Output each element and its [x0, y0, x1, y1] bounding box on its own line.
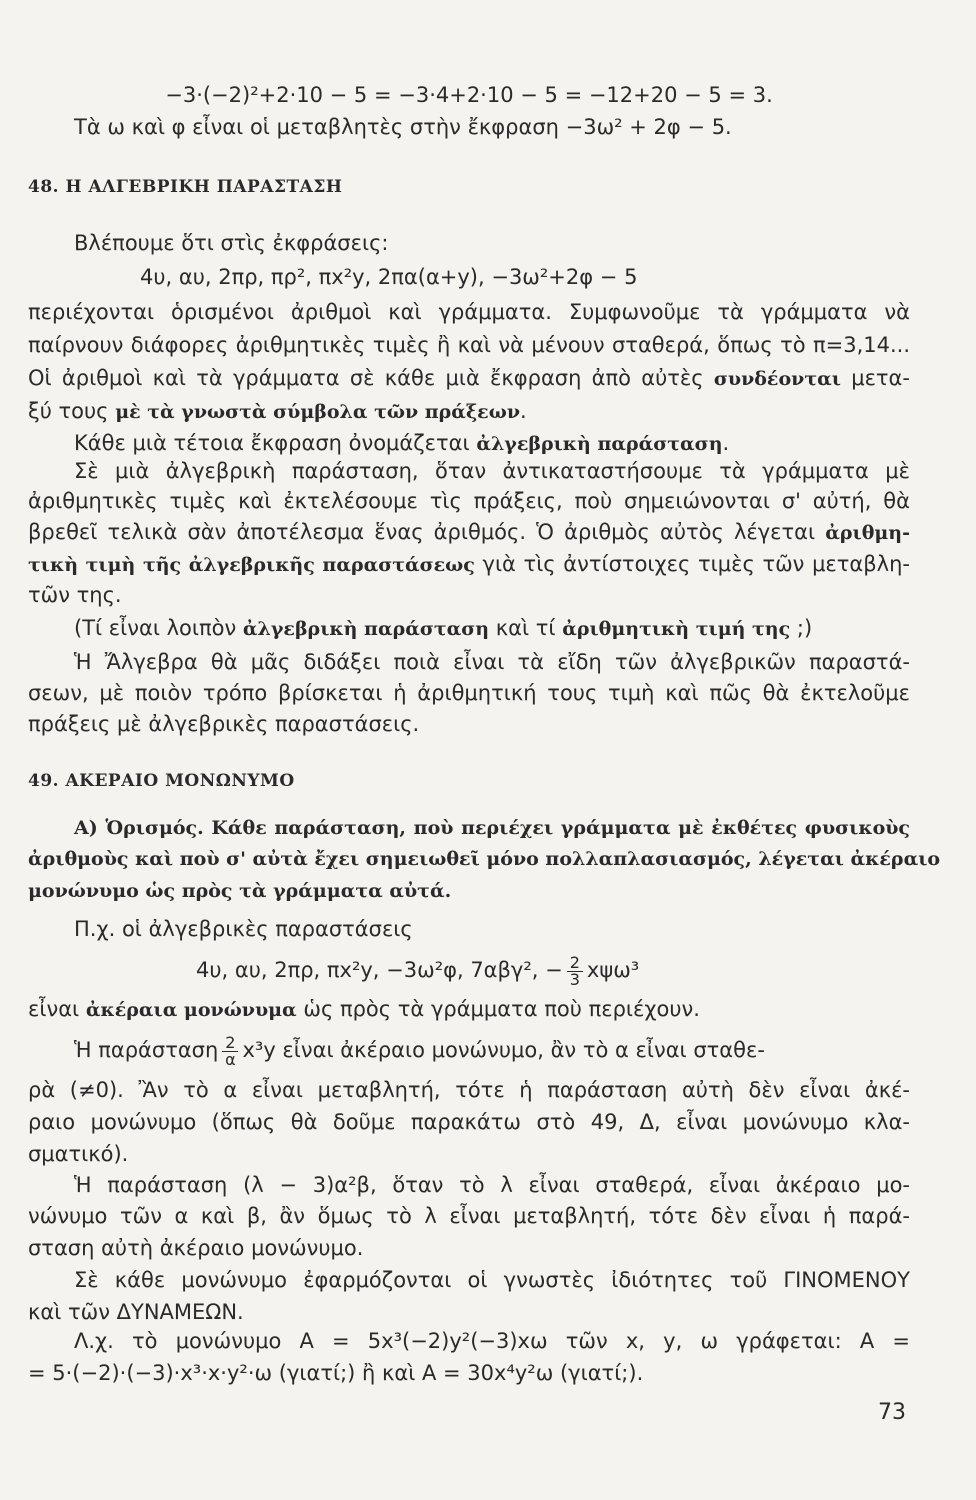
section-heading-49: 49. ΑΚΕΡΑΙΟ ΜΟΝΩΝΥΜΟ [28, 771, 295, 791]
text-line: ραιο μονώνυμο (ὅπως θὰ δοῦμε παρακάτω στὸ 49, Δ, εἶναι μονώνυμο κλα- [28, 1110, 910, 1134]
text-line: Λ.χ. τὸ μονώνυμο Α = 5x³(−2)y²(−3)xω τῶν x, y, ω γράφεται: Α = [74, 1329, 910, 1353]
monomial-examples [196, 950, 910, 990]
definition-line: μονώνυμο ὡς πρὸς τὰ γράμματα αὐτά. [28, 880, 452, 902]
text-span: . [520, 399, 527, 423]
text-line: σταση αὐτὴ ἀκέραιο μονώνυμο. [28, 1236, 364, 1260]
text-line [28, 517, 910, 548]
text-span: γιὰ τὶς ἀντίστοιχες τιμὲς τῶν μεταβλη- [482, 552, 910, 576]
text-span: ξύ τους [28, 399, 109, 423]
text-line: Βλέπουμε ὅτι στὶς ἐκφράσεις: [74, 231, 389, 255]
fraction [222, 1032, 238, 1069]
text-line [28, 396, 910, 427]
text-line: καὶ τῶν ΔΥΝΑΜΕΩΝ. [28, 1300, 244, 1324]
text-line [74, 613, 910, 644]
fraction-numerator: 2 [222, 1035, 238, 1052]
text-span: Οἱ ἀριθμοὶ καὶ τὰ γράμματα σὲ κάθε μιὰ ἔκφραση ἀπὸ αὐτὲς [28, 366, 704, 390]
text-span: 4υ, αυ, 2πρ, πx²y, −3ω²φ, 7αβγ², − [196, 958, 563, 982]
text-line: Ἡ παράσταση (λ − 3)α²β, ὅταν τὸ λ εἶναι σταθερά, εἶναι ἀκέραιο μο- [74, 1173, 910, 1197]
text-line [74, 1030, 910, 1070]
text-line: σματικό). [28, 1142, 129, 1166]
text-span: εἶναι [28, 997, 80, 1021]
text-line: παίρνουν διάφορες ἀριθμητικὲς τιμὲς ἢ καὶ νὰ μένουν σταθερά, ὅπως τὸ π=3,14... [28, 333, 910, 357]
text-line: πράξεις μὲ ἀλγεβρικὲς παραστάσεις. [28, 712, 420, 736]
text-line [28, 363, 910, 394]
text-span: ὡς πρὸς τὰ γράμματα ποὺ περιέχουν. [303, 997, 700, 1021]
fraction-numerator: 2 [567, 955, 583, 972]
text-span: (Τί εἶναι λοιπὸν [74, 616, 237, 640]
bold-term: ἀλγεβρικὴ παράσταση [476, 433, 723, 455]
page-number: 73 [878, 1400, 906, 1425]
expression-list: 4υ, αυ, 2πρ, πρ², πx²y, 2πα(α+y), −3ω²+2φ − 5 [140, 265, 638, 289]
fraction [567, 952, 583, 989]
bold-term: ἀριθμητικὴ τιμή της [562, 618, 791, 640]
fraction-denominator: 3 [569, 969, 580, 989]
bold-term: συνδέονται [713, 368, 841, 390]
definition-line: Α) Ὁρισμός. Κάθε παράσταση, ποὺ περιέχει γράμματα μὲ ἐκθέτες φυσικοὺς [74, 817, 910, 839]
text-span: . [722, 431, 730, 455]
text-line: περιέχονται ὁρισμένοι ἀριθμοὶ καὶ γράμματα. Συμφωνοῦμε τὰ γράμματα νὰ [28, 300, 910, 324]
text-span: x³y εἶναι ἀκέραιο μονώνυμο, ἂν τὸ α εἶναι σταθε- [242, 1038, 765, 1062]
bold-term: ἀλγεβρικὴ παράσταση [242, 618, 490, 640]
text-line: τῶν της. [28, 583, 122, 607]
section-heading-48: 48. Η ΑΛΓΕΒΡΙΚΗ ΠΑΡΑΣΤΑΣΗ [28, 177, 343, 197]
text-line [28, 994, 910, 1025]
text-line: Π.χ. οἱ ἀλγεβρικὲς παραστάσεις [74, 917, 413, 941]
text-line: σεων, μὲ ποιὸν τρόπο βρίσκεται ἡ ἀριθμητική τους τιμὴ καὶ πῶς θὰ ἐκτελοῦμε [28, 681, 910, 705]
text-line: Σὲ κάθε μονώνυμο ἐφαρμόζονται οἱ γνωστὲς ἰδιότητες τοῦ ΓΙΝΟΜΕΝΟΥ [74, 1268, 910, 1292]
text-line [28, 549, 910, 580]
text-line [74, 428, 910, 459]
text-line: = 5·(−2)·(−3)·x³·x·y²·ω (γιατί;) ἢ καὶ Α = 30x⁴y²ω (γιατί;). [28, 1361, 644, 1385]
text-line: Τὰ ω καὶ φ εἶναι οἱ μεταβλητὲς στὴν ἔκφραση −3ω² + 2φ − 5. [74, 115, 732, 139]
text-span: βρεθεῖ τελικὰ σὰν ἀποτέλεσμα ἕνας ἀριθμός. Ὁ ἀριθμὸς αὐτὸς λέγεται [28, 520, 816, 544]
text-span: xψω³ [586, 958, 640, 982]
text-span: ;) [796, 616, 813, 640]
bold-term: τικὴ τιμὴ τῆς ἀλγεβρικῆς παραστάσεως [28, 554, 475, 576]
definition-line: ἀριθμοὺς καὶ ποὺ σ' αὐτὰ ἔχει σημειωθεῖ μόνο πολλαπλασιασμός, λέγεται ἀκέραιο [28, 848, 941, 870]
bold-term: μὲ τὰ γνωστὰ σύμβολα τῶν πράξεων [115, 401, 521, 423]
bold-term: ἀκέραια μονώνυμα [85, 999, 297, 1021]
fraction-denominator: α [225, 1049, 236, 1069]
text-line: Σὲ μιὰ ἀλγεβρικὴ παράσταση, ὅταν ἀντικαταστήσουμε τὰ γράμματα μὲ [74, 459, 910, 483]
bold-term: ἀριθμη- [825, 522, 910, 544]
text-span: καὶ τί [495, 616, 556, 640]
text-span: Κάθε μιὰ τέτοια ἔκφραση ὀνομάζεται [74, 431, 470, 455]
text-span: μετα- [851, 366, 910, 390]
text-line: Ἡ Ἄλγεβρα θὰ μᾶς διδάξει ποιὰ εἶναι τὰ εἴδη τῶν ἀλγεβρικῶν παραστά- [74, 650, 910, 674]
text-line: νώνυμο τῶν α καὶ β, ἂν ὅμως τὸ λ εἶναι μεταβλητή, τότε δὲν εἶναι ἡ παρά- [28, 1204, 910, 1228]
equation-line: −3·(−2)²+2·10 − 5 = −3·4+2·10 − 5 = −12+20 − 5 = 3. [165, 83, 773, 107]
text-span: Ἡ παράσταση [74, 1038, 219, 1062]
text-line: ρὰ (≠0). Ἂν τὸ α εἶναι μεταβλητή, τότε ἡ παράσταση αὐτὴ δὲν εἶναι ἀκέ- [28, 1078, 910, 1102]
text-line: ἀριθμητικὲς τιμὲς καὶ ἐκτελέσουμε τὶς πράξεις, ποὺ σημειώνονται σ' αὐτή, θὰ [28, 489, 910, 513]
